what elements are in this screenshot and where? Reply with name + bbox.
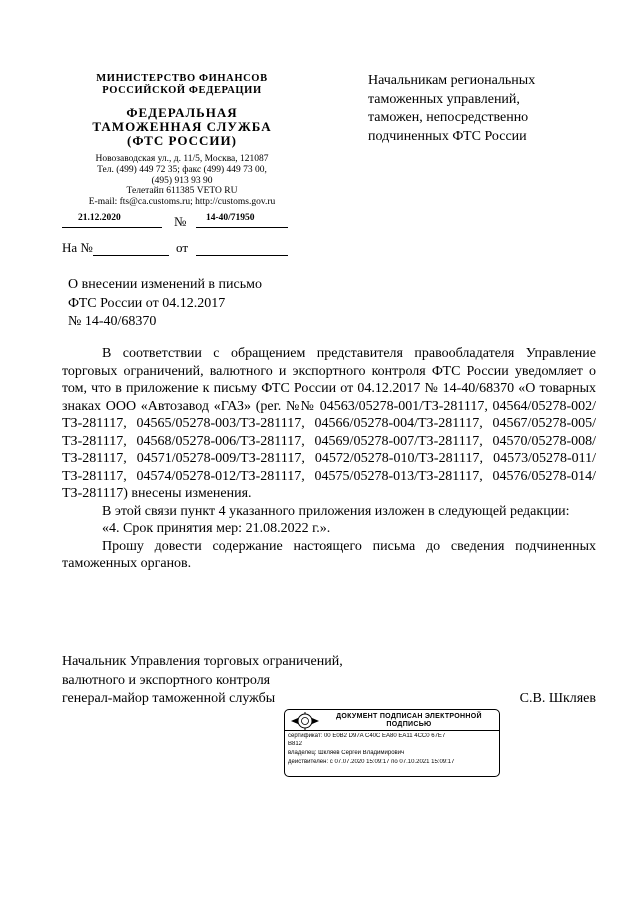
body-paragraph: В этой связи пункт 4 указанного приложения изложен в следующей редакции: [102, 503, 570, 519]
signature-block: Начальник Управления торговых ограничений, валютного и экспортного контроля генерал-майор таможенной службы С.В. Шкляев [62, 653, 596, 709]
agency-name: ФЕДЕРАЛЬНАЯ ТАМОЖЕННАЯ СЛУЖБА (ФТС РОССИИ) [92, 105, 272, 148]
letter-subject: О внесении изменений в письмо ФТС России от 04.12.2017 № 14-40/68370 [68, 277, 262, 329]
electronic-signature-stamp [284, 709, 500, 777]
emblem-icon [290, 712, 320, 730]
reg-number-sign: № [174, 214, 187, 229]
from-label: от [176, 240, 189, 255]
reg-date: 21.12.2020 [62, 213, 162, 228]
from-date-blank [196, 240, 288, 256]
body-paragraph: «4. Срок принятия мер: 21.08.2022 г.». [102, 521, 331, 536]
signer-name: С.В. Шкляев [519, 691, 596, 706]
stamp-title: ДОКУМЕНТ ПОДПИСАН ЭЛЕКТРОННОЙ ПОДПИСЬЮ [336, 713, 482, 728]
stamp-certificate: сертификат: 00 E0B2 D97A C40C EA80 EA11 4CC0 67E7 [288, 733, 446, 739]
stamp-owner: владелец: Шкляев Сергей Владимирович [288, 750, 405, 756]
agency-address: Новозаводская ул., д. 11/5, Москва, 121087 Тел. (499) 449 72 35; факс (499) 449 73 00, (495) 913 93 90 Телетайп 611385 VETO RU E-mail: fts@ca.customs.ru; http://customs.gov.ru [88, 154, 276, 208]
recipient-block: Начальникам региональных таможенных управлений, таможен, непосредственно подчиненных ФТС России [368, 73, 536, 144]
stamp-validity: действителен: с 07.07.2020 15:09:17 по 07.10.2021 15:09:17 [288, 759, 455, 765]
ministry-name: МИНИСТЕРСТВО ФИНАНСОВ РОССИЙСКОЙ ФЕДЕРАЦИИ [96, 73, 268, 96]
body-paragraph: Прошу довести содержание настоящего письма до сведения подчиненных таможенных органов. [62, 538, 596, 571]
reg-number: 14-40/71950 [196, 213, 288, 228]
ref-number-blank [93, 240, 169, 256]
stamp-certificate-cont: B812 [288, 741, 303, 747]
letter-body [62, 345, 596, 573]
ref-label: На № [62, 240, 93, 255]
stamp-divider [285, 730, 499, 731]
body-paragraph: В соответствии с обращением представителя правообладателя Управление торговых ограничений, валютного и экспортного контроля ФТС России уведомляет о том, что в приложение к письму ФТС России от 04.12.2017 № 14-40/68370 «О товарных знаках ООО «Автозавод «ГАЗ» (рег. №№ 04563/05278-001/ТЗ-281117, 04564/05278-002/ТЗ-281117, 04565/05278-003/ТЗ-281117, 04566/05278-004/ТЗ-281117, 04567/05278-005/ТЗ-281117, 04568/05278-006/ТЗ-281117, 04569/05278-007/ТЗ-281117, 04570/05278-008/ТЗ-281117, 04571/05278-009/ТЗ-281117, 04572/05278-010/ТЗ-281117, 04573/05278-011/ТЗ-281117, 04574/05278-012/ТЗ-281117, 04575/05278-013/ТЗ-281117, 04576/05278-014/ТЗ-281117) внесены изменения. [62, 346, 596, 501]
